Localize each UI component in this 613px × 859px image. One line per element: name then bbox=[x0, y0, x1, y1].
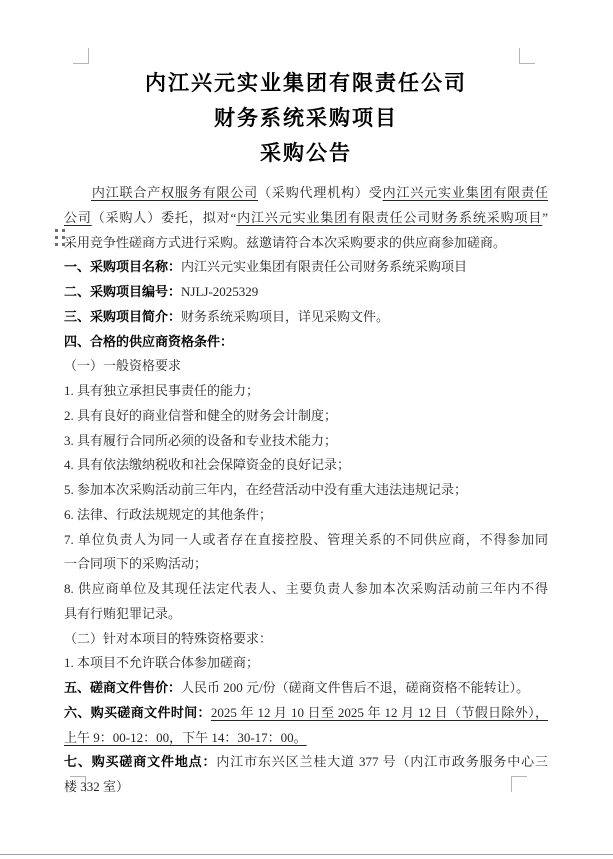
underlined-text: 内江兴元实业集团有限责任公司财务系统采购项目 bbox=[236, 209, 543, 225]
body-text: 7. 单位负责人为同一人或者存在直接控股、管理关系的不同供应商，不得参加同 bbox=[64, 531, 548, 547]
page-bottom-edge bbox=[0, 854, 613, 859]
document-line bbox=[64, 528, 548, 553]
document-title bbox=[64, 66, 548, 171]
underlined-text: 内江联合产权服务有限公司 bbox=[91, 185, 259, 200]
body-text: 8. 供应商单位及其现任法定代表人、主要负责人参加本次采购活动前三年内不得 bbox=[64, 581, 548, 596]
body-text: 一合同项下的采购活动； bbox=[64, 556, 208, 572]
body-text: 具有行贿犯罪记录。 bbox=[64, 605, 182, 621]
document-line bbox=[64, 602, 548, 627]
body-text: 4. 具有依法缴纳税收和社会保障资金的良好记录； bbox=[64, 457, 351, 473]
document-line bbox=[64, 231, 548, 256]
body-text: 6. 法律、行政法规规定的其他条件； bbox=[64, 506, 273, 522]
body-text: 1. 具有独立承担民事责任的能力； bbox=[64, 383, 260, 398]
body-text: 人民币 200 元/份（磋商文件售后不退，磋商资格不能转让）。 bbox=[181, 680, 530, 695]
document-line bbox=[64, 750, 548, 775]
body-text: 1. 本项目不允许联合体参加磋商； bbox=[64, 655, 260, 671]
body-text: （二）针对本项目的特殊资格要求： bbox=[64, 630, 273, 646]
body-text: ” bbox=[542, 209, 548, 225]
body-text: 2. 具有良好的商业信誉和健全的财务会计制度； bbox=[64, 407, 338, 423]
document-line bbox=[64, 330, 548, 355]
document-line bbox=[64, 775, 548, 800]
document-line bbox=[64, 379, 548, 404]
body-text: （采购代理机构）受 bbox=[258, 185, 383, 200]
section-label: 五、磋商文件售价： bbox=[64, 680, 182, 695]
underlined-text: 2025 年 12 月 10 日至 2025 年 12 月 12 日（节假日除外）， bbox=[210, 704, 548, 720]
document-line bbox=[64, 676, 548, 701]
underlined-text: 内江兴元实业集团有限责任 bbox=[382, 185, 548, 200]
body-text: 采用竞争性磋商方式进行采购。兹邀请符合本次采购要求的供应商参加磋商。 bbox=[64, 234, 507, 250]
document-line bbox=[64, 404, 548, 429]
section-label: 七、购买磋商文件地点： bbox=[64, 754, 217, 770]
document-line bbox=[64, 280, 548, 305]
document-line bbox=[64, 478, 548, 503]
document-line bbox=[64, 429, 548, 454]
section-label: 二、采购项目编号： bbox=[64, 284, 182, 299]
body-text: 内江市东兴区兰桂大道 377 号（内江市政务服务中心三 bbox=[216, 754, 548, 770]
document-line bbox=[64, 651, 548, 676]
underlined-text: 公司 bbox=[64, 209, 92, 225]
body-text: 内江兴元实业集团有限责任公司财务系统采购项目 bbox=[181, 259, 468, 275]
title-line: 内江兴元实业集团有限责任公司 bbox=[145, 71, 467, 95]
document-line bbox=[64, 354, 548, 379]
underlined-text: 上午 9：00-12：00，下午 14：30-17：00。 bbox=[64, 729, 307, 745]
margin-crop-mark-top-left-icon bbox=[73, 48, 89, 64]
document-line bbox=[64, 552, 548, 577]
document-line bbox=[64, 305, 548, 330]
body-text: （采购人）委托，拟对“ bbox=[91, 209, 237, 225]
section-label: 三、采购项目简介： bbox=[64, 308, 182, 324]
body-text: 楼 332 室） bbox=[64, 779, 130, 794]
section-label: 六、购买磋商文件时间： bbox=[64, 704, 211, 720]
body-text: 5. 参加本次采购活动前三年内，在经营活动中没有重大违法违规记录； bbox=[64, 482, 468, 497]
body-text: 3. 具有履行合同所必须的设备和专业技术能力； bbox=[64, 432, 338, 448]
document-line bbox=[64, 726, 548, 751]
document-line bbox=[64, 701, 548, 726]
document-line bbox=[64, 577, 548, 602]
document-line bbox=[64, 627, 548, 652]
document-line bbox=[64, 206, 548, 231]
document-body bbox=[64, 181, 548, 800]
document-line bbox=[64, 503, 548, 528]
margin-crop-mark-top-right-icon bbox=[519, 48, 535, 64]
section-label: 四、合格的供应商资格条件： bbox=[64, 333, 234, 349]
section-label: 一、采购项目名称： bbox=[64, 259, 182, 275]
title-line: 财务系统采购项目 bbox=[214, 106, 398, 130]
body-text: （一）一般资格要求 bbox=[64, 358, 182, 374]
document-line bbox=[64, 255, 548, 280]
document-line bbox=[64, 181, 548, 206]
body-text: 财务系统采购项目，详见采购文件。 bbox=[181, 308, 390, 324]
document-line bbox=[64, 453, 548, 478]
title-line: 采购公告 bbox=[260, 141, 352, 165]
body-text: NJLJ-2025329 bbox=[181, 284, 259, 299]
